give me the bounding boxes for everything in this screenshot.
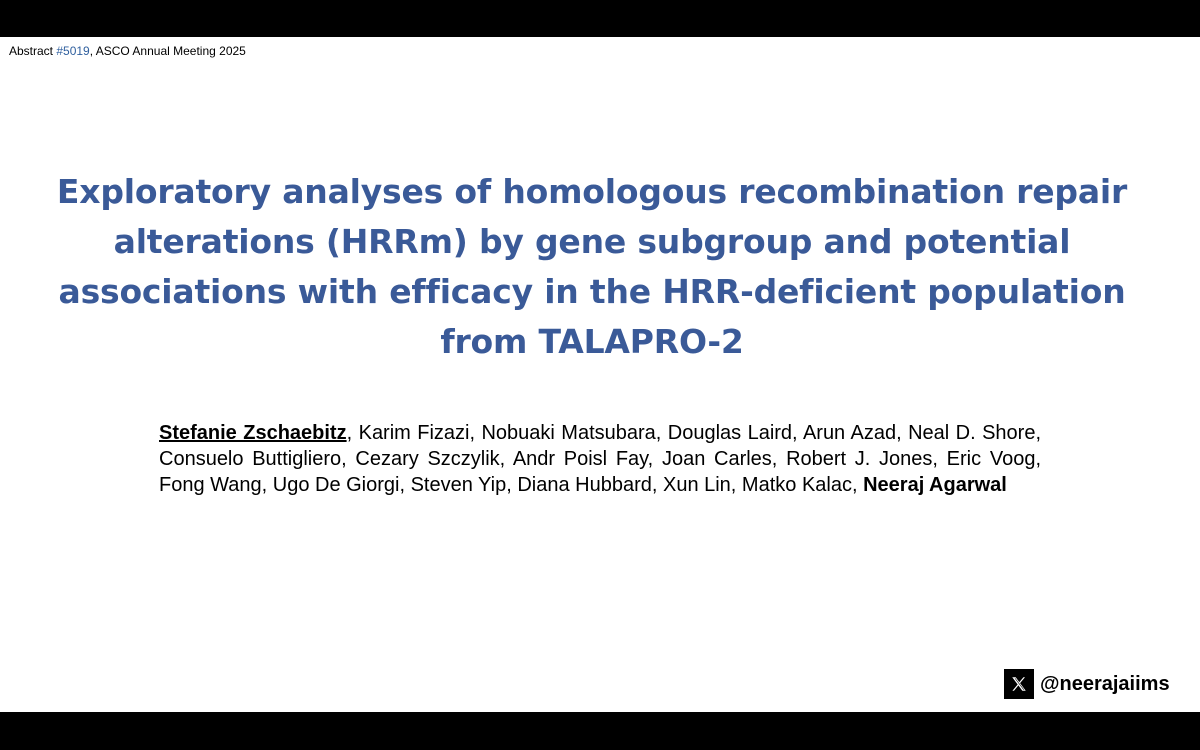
slide (0, 37, 1200, 712)
x-logo-icon (1004, 669, 1034, 699)
handle-text: @neerajaiims (1040, 672, 1170, 695)
abstract-prefix: Abstract (9, 44, 57, 58)
top-letterbox-bar (0, 0, 1200, 37)
abstract-number: #5019 (56, 44, 90, 58)
lead-author: Stefanie Zschaebitz (159, 422, 347, 444)
senior-author: Neeraj Agarwal (863, 474, 1007, 496)
meeting-name: , ASCO Annual Meeting 2025 (89, 44, 246, 58)
bottom-letterbox-bar (0, 712, 1200, 750)
co-authors: , Karim Fizazi, Nobuaki Matsubara, Douglas Laird, Arun Azad, Neal D. Shore, Consuelo Buttigliero, Cezary Szczylik, Andr Poisl Fay, Joan Carles, Robert J. Jones, Eric Voog, Fong Wang, Ugo De Giorgi, Steven Yip, Diana Hubbard, Xun Lin, Matko Kalac, (159, 422, 1042, 496)
social-handle (1004, 669, 1170, 699)
author-list (159, 420, 1041, 498)
abstract-header (9, 44, 246, 58)
slide-title: Exploratory analyses of homologous recombination repair alterations (HRRm) by gene subgroup and potential associations with efficacy in the HRR-deficient population from TALAPRO-2 (56, 172, 1128, 361)
